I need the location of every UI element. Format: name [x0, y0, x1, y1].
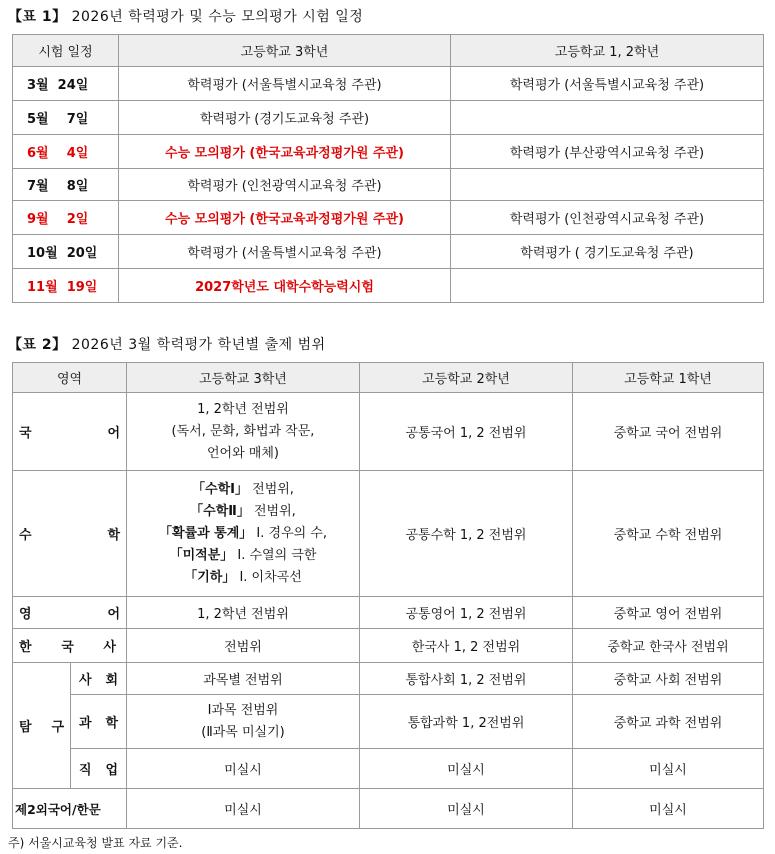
grade3-exam: 학력평가 (인천광역시교육청 주관)	[119, 169, 451, 201]
table2-caption	[8, 334, 326, 354]
science-grade3-line: Ⅰ과목 전범위	[207, 702, 279, 718]
social-grade2: 통합사회 1, 2 전범위	[360, 663, 573, 695]
area-label: 회	[105, 673, 118, 688]
korean-grade3-line: 1, 2학년 전범위	[197, 401, 289, 417]
history-grade3: 전범위	[127, 629, 360, 663]
table2-header-row	[13, 363, 764, 393]
header-grade2: 고등학교 2학년	[360, 363, 573, 393]
exam-date: 6월 4일	[13, 135, 119, 169]
area-social	[71, 663, 127, 695]
foreign-grade3: 미실시	[127, 789, 360, 829]
math-scope: Ⅰ. 경우의 수,	[252, 525, 328, 541]
table-row-history	[13, 629, 764, 663]
table-row-math	[13, 471, 764, 597]
header-grade12: 고등학교 1, 2학년	[451, 35, 764, 67]
math-grade3	[127, 471, 360, 597]
table-row	[13, 101, 764, 135]
header-exam-date: 시험 일정	[13, 35, 119, 67]
job-grade3: 미실시	[127, 749, 360, 789]
table-row-social	[13, 663, 764, 695]
math-scope: Ⅰ. 수열의 극한	[233, 547, 317, 563]
grade3-exam: 학력평가 (서울특별시교육청 주관)	[119, 235, 451, 269]
exam-date: 7월 8일	[13, 169, 119, 201]
area-history	[13, 629, 127, 663]
job-grade2: 미실시	[360, 749, 573, 789]
grade3-exam: 수능 모의평가 (한국교육과정평가원 주관)	[119, 201, 451, 235]
table-row	[13, 67, 764, 101]
area-job	[71, 749, 127, 789]
exam-date: 10월 20일	[13, 235, 119, 269]
foreign-grade2: 미실시	[360, 789, 573, 829]
table2-mark: 【표 2】	[8, 337, 67, 353]
math-grade1: 중학교 수학 전범위	[573, 471, 764, 597]
area-label: 탐	[19, 720, 32, 735]
science-grade2: 통합과학 1, 2전범위	[360, 695, 573, 749]
exam-scope-table	[12, 362, 764, 829]
area-foreign: 제2외국어/한문	[13, 789, 127, 829]
korean-grade2: 공통국어 1, 2 전범위	[360, 393, 573, 471]
korean-grade3	[127, 393, 360, 471]
grade3-exam: 2027학년도 대학수학능력시험	[119, 269, 451, 303]
math-subject: 「수학Ⅱ」	[190, 503, 250, 519]
social-grade3: 과목별 전범위	[127, 663, 360, 695]
english-grade3: 1, 2학년 전범위	[127, 597, 360, 629]
area-label: 어	[107, 607, 120, 622]
table1-mark: 【표 1】	[8, 9, 67, 25]
foreign-grade1: 미실시	[573, 789, 764, 829]
grade12-exam: 학력평가 (인천광역시교육청 주관)	[451, 201, 764, 235]
header-grade1: 고등학교 1학년	[573, 363, 764, 393]
area-label: 학	[107, 528, 120, 543]
table-row-job	[13, 749, 764, 789]
area-label: 학	[105, 716, 118, 731]
table1-caption	[8, 6, 363, 26]
history-grade1: 중학교 한국사 전범위	[573, 629, 764, 663]
table-row	[13, 269, 764, 303]
table-row-english	[13, 597, 764, 629]
science-grade1: 중학교 과학 전범위	[573, 695, 764, 749]
area-label: 사	[103, 640, 116, 655]
history-grade2: 한국사 1, 2 전범위	[360, 629, 573, 663]
area-inquiry	[13, 663, 71, 789]
area-science	[71, 695, 127, 749]
math-scope: 전범위,	[248, 481, 294, 497]
english-grade1: 중학교 영어 전범위	[573, 597, 764, 629]
area-label: 한	[19, 640, 32, 655]
area-label: 수	[19, 528, 32, 543]
exam-date: 11월 19일	[13, 269, 119, 303]
header-grade3: 고등학교 3학년	[127, 363, 360, 393]
science-grade3-line: (Ⅱ과목 미실기)	[201, 724, 285, 740]
math-subject: 「미적분」	[169, 547, 234, 563]
table-row-korean	[13, 393, 764, 471]
korean-grade3-line: 언어와 매체)	[207, 445, 279, 461]
korean-grade1: 중학교 국어 전범위	[573, 393, 764, 471]
header-area: 영역	[13, 363, 127, 393]
header-grade3: 고등학교 3학년	[119, 35, 451, 67]
area-label: 직	[79, 763, 92, 778]
exam-date: 5월 7일	[13, 101, 119, 135]
table-row	[13, 169, 764, 201]
table-row	[13, 201, 764, 235]
area-math	[13, 471, 127, 597]
exam-date: 9월 2일	[13, 201, 119, 235]
grade12-exam	[451, 169, 764, 201]
math-subject: 「수학Ⅰ」	[192, 481, 248, 497]
math-grade2: 공통수학 1, 2 전범위	[360, 471, 573, 597]
math-scope: 전범위,	[249, 503, 296, 519]
area-label: 구	[51, 720, 64, 735]
math-scope: Ⅰ. 이차곡선	[235, 569, 302, 585]
area-korean	[13, 393, 127, 471]
area-label: 국	[61, 640, 74, 655]
table2-title: 2026년 3월 학력평가 학년별 출제 범위	[71, 337, 326, 353]
social-grade1: 중학교 사회 전범위	[573, 663, 764, 695]
grade12-exam: 학력평가 (서울특별시교육청 주관)	[451, 67, 764, 101]
table-row-foreign	[13, 789, 764, 829]
grade12-exam: 학력평가 (부산광역시교육청 주관)	[451, 135, 764, 169]
grade3-exam: 학력평가 (경기도교육청 주관)	[119, 101, 451, 135]
english-grade2: 공통영어 1, 2 전범위	[360, 597, 573, 629]
math-subject: 「기하」	[184, 569, 236, 585]
table-row-science	[13, 695, 764, 749]
footnote: 주) 서울시교육청 발표 자료 기준.	[8, 836, 183, 850]
area-label: 국	[19, 426, 32, 441]
table1-header-row	[13, 35, 764, 67]
area-label: 사	[79, 673, 92, 688]
science-grade3	[127, 695, 360, 749]
exam-date: 3월 24일	[13, 67, 119, 101]
area-label: 업	[105, 763, 118, 778]
area-label: 과	[79, 716, 92, 731]
table-row	[13, 135, 764, 169]
grade3-exam: 수능 모의평가 (한국교육과정평가원 주관)	[119, 135, 451, 169]
table-row	[13, 235, 764, 269]
table1-title: 2026년 학력평가 및 수능 모의평가 시험 일정	[71, 9, 364, 25]
korean-grade3-line: (독서, 문화, 화법과 작문,	[171, 423, 315, 439]
area-label: 영	[19, 607, 32, 622]
grade12-exam	[451, 269, 764, 303]
area-english	[13, 597, 127, 629]
grade3-exam: 학력평가 (서울특별시교육청 주관)	[119, 67, 451, 101]
exam-schedule-table	[12, 34, 764, 303]
math-subject: 「확률과 통계」	[158, 525, 253, 541]
job-grade1: 미실시	[573, 749, 764, 789]
area-label: 어	[107, 426, 120, 441]
grade12-exam	[451, 101, 764, 135]
grade12-exam: 학력평가 ( 경기도교육청 주관)	[451, 235, 764, 269]
